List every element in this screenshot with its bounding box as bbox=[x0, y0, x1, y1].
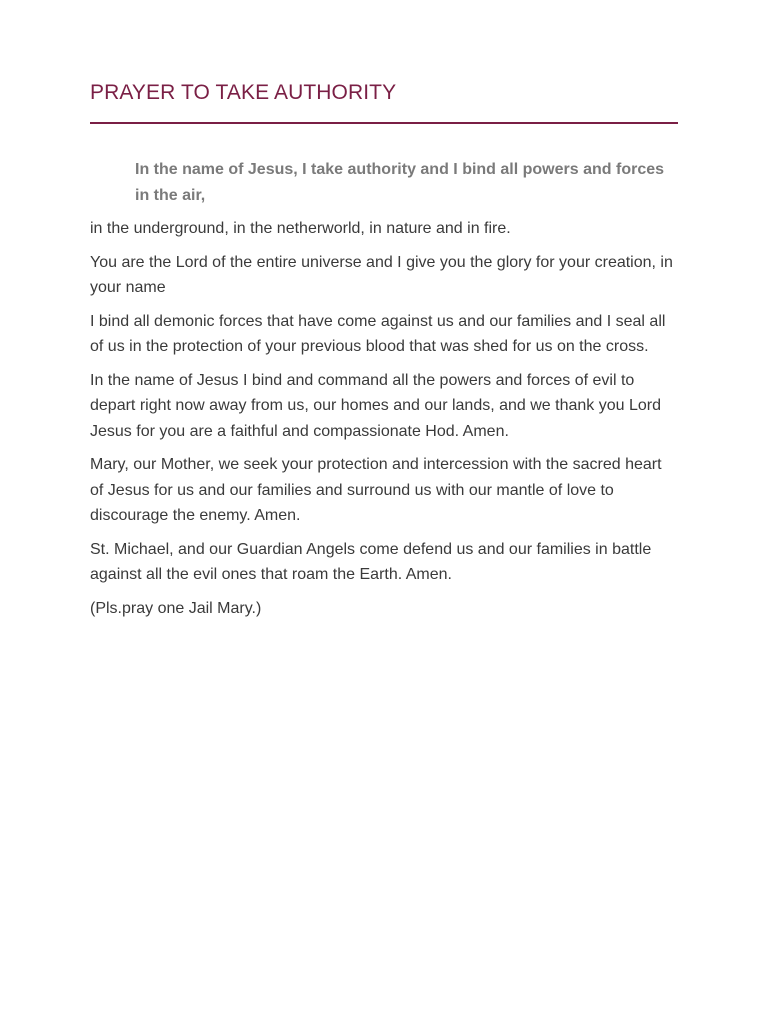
closing-note: (Pls.pray one Jail Mary.) bbox=[90, 599, 262, 617]
paragraph: I bind all demonic forces that have come against us and our families and I seal all of us in the protection of your previous blood that was shed for us on the cross. bbox=[90, 312, 666, 355]
paragraph: in the underground, in the netherworld, in nature and in fire. bbox=[90, 220, 511, 237]
paragraph: In the name of Jesus I bind and command all the powers and forces of evil to depart right now away from us, our homes and our lands, and we thank you Lord Jesus for you are a faithful and compassionate Hod. Amen. bbox=[90, 371, 661, 440]
document-title: PRAYER TO TAKE AUTHORITY bbox=[90, 81, 397, 104]
lead-paragraph: In the name of Jesus, I take authority and I bind all powers and forces in the air, bbox=[135, 161, 665, 204]
title-divider bbox=[90, 122, 678, 124]
paragraph: St. Michael, and our Guardian Angels come defend us and our families in battle against all the evil ones that roam the Earth. Amen. bbox=[90, 540, 652, 583]
document-body bbox=[90, 157, 678, 621]
paragraph: Mary, our Mother, we seek your protection and intercession with the sacred heart of Jesus for us and our families and surround us with our mantle of love to discourage the enemy. Amen. bbox=[90, 456, 662, 524]
document-page bbox=[90, 78, 678, 629]
paragraph: You are the Lord of the entire universe and I give you the glory for your creation, in your name bbox=[90, 253, 673, 296]
